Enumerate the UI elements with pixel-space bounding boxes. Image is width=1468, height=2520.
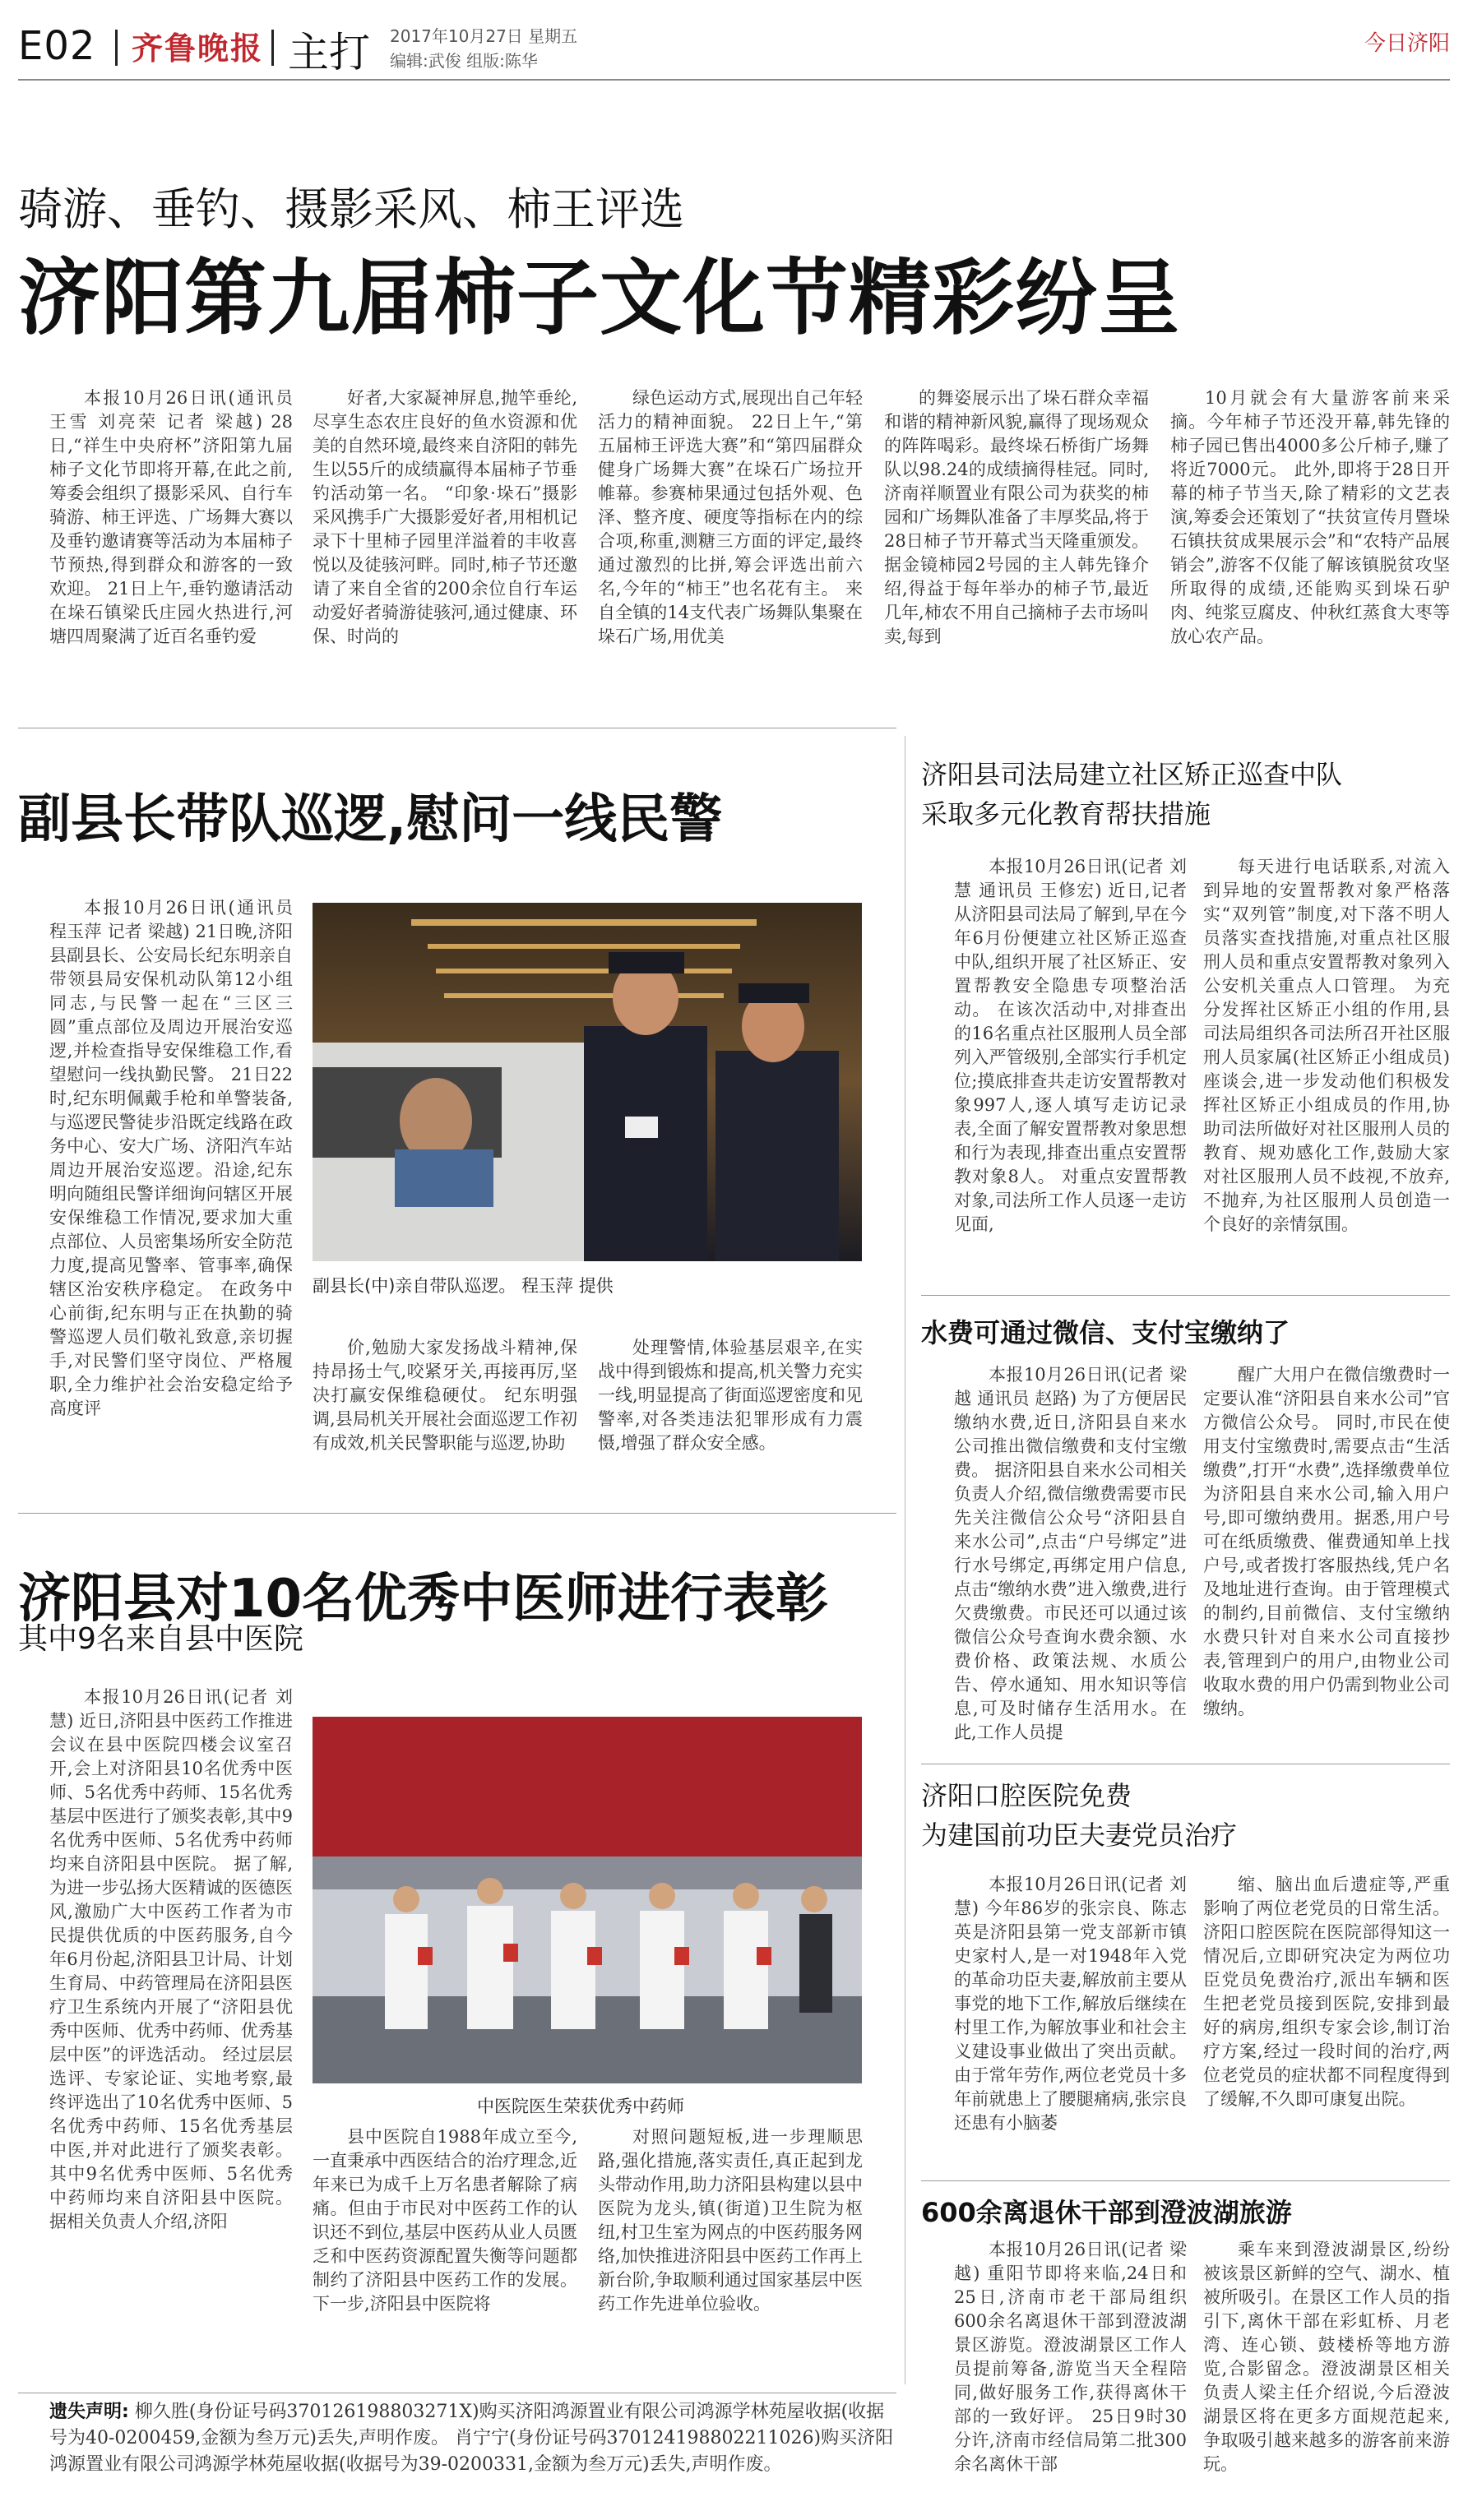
side-story-4-title: 600余离退休干部到澄波湖旅游 — [921, 2197, 1292, 2228]
side-story-2-column-1: 本报10月26日讯(记者 梁越 通讯员 赵路) 为了方便居民缴纳水费,近日,济阳县自来水公司推出微信缴费和支付宝缴费。 据济阳县自来水公司相关负责人介绍,微信缴费需要市民先关注微信公众号“济阳县自来水公司”,点击“户号绑定”进行水号绑定,再绑定用户信息,点击“缴纳水费”进入缴费,进行欠费缴费。市民还可以通过该微信公众号查询水费余额、水费价格、政策法规、水质公告、停水通知、用水知识等信息,可及时储存生活用水。在此,工作人员提 — [954, 1365, 1187, 1742]
lead-headline: 济阳第九届柿子文化节精彩纷呈 — [18, 250, 1181, 346]
lead-column-4: 的舞姿展示出了垛石群众幸福和谐的精神新风貌,赢得了现场观众的阵阵喝彩。最终垛石桥街广场舞队以98.24的成绩摘得桂冠。同时,济南祥顺置业有限公司为获奖的柿园和广场舞队准备了丰厚奖品,将于28日柿子节开幕式当天隆重颁发。 据金镜柿园2号园的主人韩先锋介绍,得益于每年举办的柿子节,最近几年,柿农不用自己摘柿子去市场叫卖,每到 — [884, 388, 1149, 646]
side-story-4-column-2: 乘车来到澄波湖景区,纷纷被该景区新鲜的空气、湖水、植被所吸引。在景区工作人员的指引下,离休干部在彩虹桥、月老湾、连心锁、鼓楼桥等地方游览,合影留念。澄波湖景区相关负责人梁主任介绍说,今后澄波湖景区将在更多方面规范起来,争取吸引越来越多的游客前来游玩。 — [1203, 2240, 1450, 2474]
tcm-photo — [313, 1717, 862, 2083]
patrol-photo-caption: 副县长(中)亲自带队巡逻。 程玉萍 提供 — [313, 1276, 614, 1296]
masthead-rule — [18, 79, 1450, 81]
lead-column-1: 本报10月26日讯(通讯员 王雪 刘亮荣 记者 梁越) 28日,“祥生中央府杯”济阳第九届柿子文化节即将开幕,在此之前,筹委会组织了摄影采风、自行车骑游、柿王评选、广场舞大赛以及垂钓邀请赛等活动为本届柿子节预热,得到群众和游客的一致欢迎。 21日上午,垂钓邀请活动在垛石镇梁氏庄园火热进行,河塘四周聚满了近百名垂钓爱 — [49, 388, 293, 646]
side-story-3-column-1: 本报10月26日讯(记者 刘慧) 今年86岁的张宗良、陈志英是济阳县第一党支部新市镇史家村人,是一对1948年入党的革命功臣夫妻,解放前主要从事党的地下工作,解放后继续在村里工作,为解放事业和社会主义建设事业做出了突出贡献。 由于常年劳作,两位老党员十多年前就患上了腰腿痛病,张宗良还患有小脑萎 — [954, 1875, 1187, 2133]
lost-notice-text: 柳久胜(身份证号码370126198803271X)购买济阳鸿源置业有限公司鸿源学林苑屋收据(收据号为40-0200459,金额为叁万元)丢失,声明作废。 肖宁宁(身份证号码370124198802211026)购买济阳鸿源置业有限公司鸿源学林苑屋收据(收据号为39-0200331,金额为叁万元)丢失,声明作废。 — [49, 2402, 894, 2475]
lost-notice — [49, 2399, 896, 2514]
side-story-3-title: 济阳口腔医院免费 为建国前功臣夫妻党员治疗 — [921, 1780, 1238, 1851]
side-story-2-column-2: 醒广大用户在微信缴费时一定要认准“济阳县自来水公司”官方微信公众号。 同时,市民在使用支付宝缴费时,需要点击“生活缴费”,打开“水费”,选择缴费单位为济阳县自来水公司,输入用户号,即可缴纳费用。据悉,用户号可在纸质缴费、催费通知单上找户号,或者拨打客服热线,凭户名及地址进行查询。由于管理模式的制约,目前微信、支付宝缴纳水费只针对自来水公司直接抄表,管理到户的用户,由物业公司收取水费的用户仍需到物业公司缴纳。 — [1203, 1365, 1450, 1718]
editor-credit: 编辑:武俊 组版:陈华 — [390, 51, 538, 71]
tcm-headline: 济阳县对10名优秀中医师进行表彰 — [18, 1569, 829, 1630]
patrol-column-1: 本报10月26日讯(通讯员 程玉萍 记者 梁越) 21日晚,济阳县副县长、公安局长纪东明亲自带领县局安保机动队第12小组同志,与民警一起在“三区三圆”重点部位及周边开展治安巡逻,并检查指导安保维稳工作,看望慰问一线执勤民警。 21日22时,纪东明佩戴手枪和单警装备,与巡逻民警徒步沿既定线路在政务中心、安大广场、济阳汽车站周边开展治安巡逻。沿途,纪东明向随组民警详细询问辖区开展安保维稳工作情况,要求加大重点部位、人员密集场所安全防范力度,提高见警率、管事率,确保辖区治安秩序稳定。 在政务中心前街,纪东明与正在执勤的骑警巡逻人员们敬礼致意,亲切握手,对民警们坚守岗位、严格履职,全力维护社会治安稳定给予高度评 — [49, 898, 293, 1418]
tcm-subhead: 其中9名来自县中医院 — [18, 1622, 303, 1656]
section-rule — [921, 1295, 1450, 1296]
lead-column-2: 好者,大家凝神屏息,抛竿垂纶,尽享生态农庄良好的鱼水资源和优美的自然环境,最终来自济阳的韩先生以55斤的成绩赢得本届柿子节垂钓活动第一名。 “印象·垛石”摄影采风携手广大摄影爱好者,用相机记录下十里柿子园里洋溢着的丰收喜悦以及徒骇河畔。同时,柿子节还邀请了来自全省的200余位自行车运动爱好者骑游徒骇河,通过健康、环保、时尚的 — [313, 388, 577, 646]
lost-notice-label: 遗失声明: — [49, 2402, 129, 2422]
tcm-photo-caption: 中医院医生荣获优秀中药师 — [477, 2097, 684, 2116]
side-story-1-column-1: 本报10月26日讯(记者 刘慧 通讯员 王修宏) 近日,记者从济阳县司法局了解到,早在今年6月份便建立社区矫正巡查中队,组织开展了社区矫正、安置帮教安全隐患专项整治活动。 在该次活动中,对排查出的16名重点社区服刑人员全部列入严管级别,全部实行手机定位;摸底排查共走访安置帮教对象997人,逐人填写走访记录表,全面了解安置帮教对象思想和行为表现,排查出重点安置帮教对象8人。 对重点安置帮教对象,司法所工作人员逐一走访见面, — [954, 857, 1187, 1234]
lead-kicker: 骑游、垂钓、摄影采风、柿王评选 — [18, 183, 684, 235]
side-story-4-column-1: 本报10月26日讯(记者 梁越) 重阳节即将来临,24日和25日,济南市老干部局组织600余名离退休干部到澄波湖景区游览。澄波湖景区工作人员提前筹备,游览当天全程陪同,做好服务工作,获得离休干部的一致好评。 25日9时30分许,济南市经信局第二批300余名离休干部 — [954, 2240, 1187, 2474]
patrol-photo — [313, 903, 862, 1261]
tcm-column-1: 本报10月26日讯(记者 刘慧) 近日,济阳县中医药工作推进会议在县中医院四楼会议室召开,会上对济阳县10名优秀中医师、5名优秀中药师、15名优秀基层中医进行了颁奖表彰,其中9名优秀中医师、5名优秀中药师均来自济阳县中医院。 据了解,为进一步弘扬大医精诚的医德医风,激励广大中医药工作者为市民提供优质的中医药服务,自今年6月份起,济阳县卫计局、计划生育局、中药管理局在济阳县医疗卫生系统内开展了“济阳县优秀中医师、优秀中药师、优秀基层中医”的评选活动。 经过层层选评、专家论证、实地考察,最终评选出了10名优秀中医师、5名优秀中药师、15名优秀基层中医,并对此进行了颁奖表彰。其中9名优秀中医师、5名优秀中药师均来自济阳县中医院。 据相关负责人介绍,济阳 — [49, 1687, 293, 2231]
patrol-column-3: 处理警情,体验基层艰辛,在实战中得到锻炼和提高,机关警力充实一线,明显提高了街面巡逻密度和见警率,对各类违法犯罪形成有力震慑,增强了群众安全感。 — [598, 1338, 863, 1453]
tcm-column-2: 县中医院自1988年成立至今,一直秉承中西医结合的治疗理念,近年来已为成千上万名患者解除了病痛。但由于市民对中医药工作的认识还不到位,基层中医药从业人员匮乏和中医药资源配置失衡等问题都制约了济阳县中医药工作的发展。 下一步,济阳县中医院将 — [313, 2127, 577, 2314]
lead-column-3: 绿色运动方式,展现出自己年轻活力的精神面貌。 22日上午,“第五届柿王评选大赛”和“第四届群众健身广场舞大赛”在垛石广场拉开帷幕。参赛柿果通过包括外观、色泽、整齐度、硬度等指标在内的综合项,称重,测糖三方面的评定,最终通过激烈的比拼,筹会评选出前六名,今年的“柿王”也名花有主。 来自全镇的14支代表广场舞队集聚在垛石广场,用优美 — [598, 388, 863, 646]
section-rule — [921, 2180, 1450, 2181]
region-label: 今日济阳 — [1364, 31, 1450, 56]
patrol-column-2: 价,勉励大家发扬战斗精神,保持昂扬士气,咬紧牙关,再接再厉,坚决打赢安保维稳硬仗。 纪东明强调,县局机关开展社会面巡逻工作初有成效,机关民警职能与巡逻,协助 — [313, 1338, 577, 1453]
patrol-headline: 副县长带队巡逻,慰问一线民警 — [18, 789, 723, 850]
side-story-1-title: 济阳县司法局建立社区矫正巡查中队 采取多元化教育帮扶措施 — [921, 759, 1343, 830]
section-rule — [18, 1513, 896, 1514]
masthead-divider — [115, 30, 118, 66]
side-story-2-title: 水费可通过微信、支付宝缴纳了 — [921, 1317, 1290, 1348]
page-number: E02 — [18, 23, 96, 69]
tcm-column-3: 对照问题短板,进一步理顺思路,强化措施,落实责任,真正起到龙头带动作用,助力济阳县构建以县中医院为龙头,镇(街道)卫生院为枢纽,村卫生室为网点的中医药服务网络,加快推进济阳县中医药工作再上新台阶,争取顺利通过国家基层中医药工作先进单位验收。 — [598, 2127, 863, 2314]
issue-date: 2017年10月27日 星期五 — [390, 26, 578, 46]
side-story-1-column-2: 每天进行电话联系,对流入到异地的安置帮教对象严格落实“双列管”制度,对下落不明人员落实查找措施,对重点社区服刑人员和重点安置帮教对象列入公安机关重点人口管理。 为充分发挥社区矫正小组的作用,县司法局组织各司法所召开社区服刑人员家属(社区矫正小组成员)座谈会,进一步发动他们积极发挥社区矫正小组成员的作用,协助司法所做好对社区服刑人员的教育、规劝感化工作,鼓励大家对社区服刑人员不歧视,不放弃,不抛弃,为社区服刑人员创造一个良好的亲情氛围。 — [1203, 857, 1450, 1234]
paper-logo: 齐鲁晚报 — [132, 30, 264, 67]
masthead-divider — [271, 30, 274, 66]
lead-column-5: 10月就会有大量游客前来采摘。今年柿子节还没开幕,韩先锋的柿子园已售出4000多公斤柿子,赚了将近7000元。 此外,即将于28日开幕的柿子节当天,除了精彩的文艺表演,筹委会还策划了“扶贫宣传月暨垛石镇扶贫成果展示会”和“农特产品展销会”,游客不仅能了解该镇脱贫攻坚所取得的成绩,还能购买到垛石驴肉、纯浆豆腐皮、仲秋红蒸食大枣等放心农产品。 — [1170, 388, 1450, 646]
side-story-3-column-2: 缩、脑出血后遗症等,严重影响了两位老党员的日常生活。 济阳口腔医院在医院部得知这一情况后,立即研究决定为两位功臣党员免费治疗,派出车辆和医生把老党员接到医院,安排到最好的病房,组织专家会诊,制订治疗方案,经过一段时间的治疗,两位老党员的症状都不同程度得到了缓解,不久即可康复出院。 — [1203, 1875, 1450, 2109]
section-title: 主打 — [288, 29, 370, 76]
